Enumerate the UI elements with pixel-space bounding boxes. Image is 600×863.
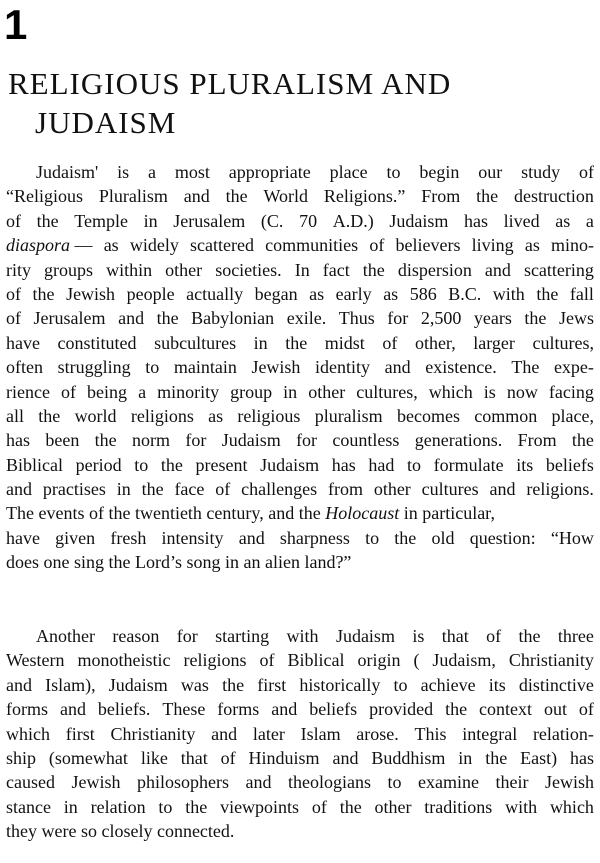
paragraph-line: Judaism' is a most appropriate place to begin our study of — [36, 162, 594, 182]
paragraph-line — [6, 233, 594, 257]
paragraph-line: ship (somewhat like that of Hinduism and Buddhism in the East) has — [6, 747, 594, 768]
paragraph-line: which first Christianity and later Islam arose. This integral relation- — [6, 723, 594, 744]
paragraph-line: rity groups within other societies. In fact the dispersion and scattering — [6, 259, 594, 280]
paragraph-line-text: The events of the twentieth century, and the — [6, 503, 321, 524]
paragraph-line: rience of being a minority group in other cultures, which is now facing — [6, 381, 594, 402]
paragraph-line: forms and beliefs. These forms and beliefs provided the context out of — [6, 699, 594, 720]
paragraph-line: and practises in the face of challenges from other cultures and religions. — [6, 479, 594, 500]
paragraph-line: Biblical period to the present Judaism has had to formulate its beliefs — [6, 454, 594, 475]
chapter-title — [8, 64, 568, 142]
chapter-title-line-1: RELIGIOUS PLURALISM AND — [8, 66, 452, 101]
paragraph-1 — [6, 160, 594, 575]
paragraph-line: have constituted subcultures in the midst of other, larger cultures, — [6, 332, 594, 353]
paragraph-line: often struggling to maintain Jewish identity and existence. The expe- — [6, 357, 594, 378]
paragraph-line: of Jerusalem and the Babylonian exile. Thus for 2,500 years the Jews — [6, 308, 594, 329]
paragraph-line: Western monotheistic religions of Biblical origin ( Judaism, Christianity — [6, 650, 594, 671]
paragraph-line: of the Jewish people actually began as early as 586 B.C. with the fall — [6, 283, 594, 304]
paragraph-line — [6, 501, 594, 525]
paragraph-line: of the Temple in Jerusalem (C. 70 A.D.) Judaism has lived as a — [6, 210, 594, 231]
paragraph-line: caused Jewish philosophers and theologians to examine their Jewish — [6, 772, 594, 793]
chapter-title-line-2: JUDAISM — [35, 105, 177, 140]
paragraph-line-text: — as widely scattered communities of believers living as mino- — [74, 235, 594, 256]
paragraph-line: they were so closely connected. — [6, 821, 235, 842]
paragraph-line-text: in particular, — [403, 503, 495, 524]
chapter-number: 1 — [4, 1, 28, 48]
paragraph-line: all the world religions as religious pluralism becomes common place, — [6, 405, 594, 426]
italic-term-holocaust: Holocaust — [325, 503, 400, 524]
paragraph-line: have given fresh intensity and sharpness to the old question: “How — [6, 527, 594, 548]
paragraph-line: “Religious Pluralism and the World Religions.” From the destruction — [6, 186, 594, 207]
paragraph-line: stance in relation to the viewpoints of the other traditions with which — [6, 796, 594, 817]
italic-term-diaspora: diaspora — [6, 235, 71, 256]
paragraph-2 — [6, 624, 594, 844]
paragraph-line: Another reason for starting with Judaism is that of the three — [36, 626, 594, 646]
paragraph-line: does one sing the Lord’s song in an alien land?” — [6, 552, 352, 573]
paragraph-line: and Islam), Judaism was the first historically to achieve its distinctive — [6, 674, 594, 695]
paragraph-line: has been the norm for Judaism for countless generations. From the — [6, 430, 594, 451]
